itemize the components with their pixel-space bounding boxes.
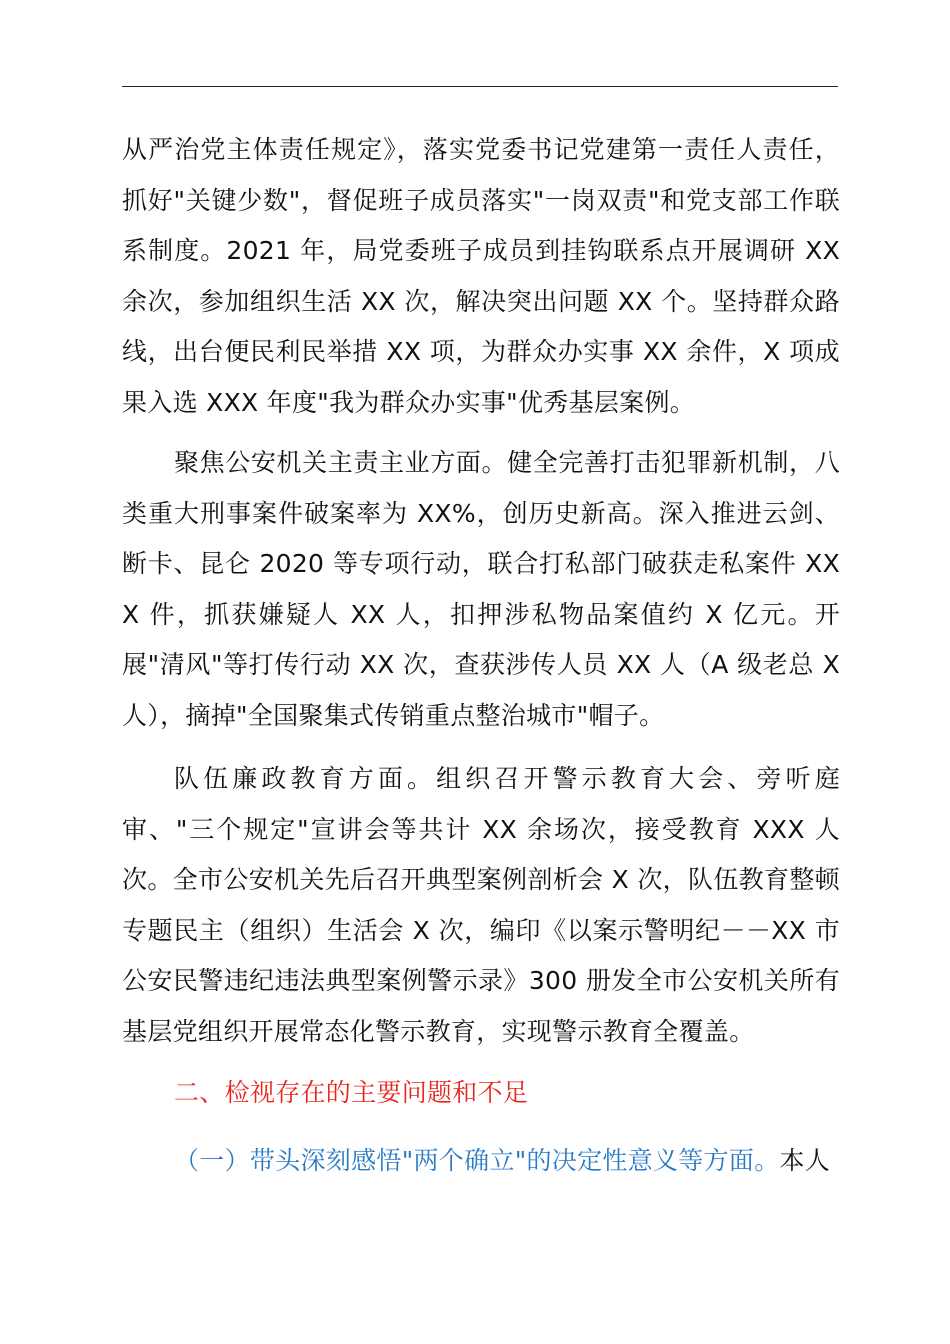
subheading: （一）带头深刻感悟"两个确立"的决定性意义等方面。 [174,1146,780,1175]
section-heading: 二、检视存在的主要问题和不足 [174,1078,529,1107]
subheading-line [174,1136,840,1186]
paragraph-3: 队伍廉政教育方面。组织召开警示教育大会、旁听庭审、"三个规定"宣讲会等共计 XX 余场次，接受教育 XXX 人次。全市公安机关先后召开典型案例剖析会 X 次，队伍教育整顿专题民主（组织）生活会 X 次，编印《以案示警明纪－－XX 市公安民警违纪违法典型案例警示录》300 册发全市公安机关所有基层党组织开展常态化警示教育，实现警示教育全覆盖。 [122,764,840,1046]
subheading-tail: 本人 [779,1146,831,1175]
paragraph-2: 聚焦公安机关主责主业方面。健全完善打击犯罪新机制，八类重大刑事案件破案率为 XX%，创历史新高。深入推进云剑、断卡、昆仑 2020 等专项行动，联合打私部门破获走私案件 XXX 件，抓获嫌疑人 XX 人，扣押涉私物品案值约 X 亿元。开展"清风"等打传行动 XX 次，查获涉传人员 XX 人（A 级老总 X 人），摘掉"全国聚集式传销重点整治城市"帽子。 [122,448,840,730]
header-rule [122,86,838,87]
paragraph-1: 从严治党主体责任规定》，落实党委书记党建第一责任人责任，抓好"关键少数"，督促班子成员落实"一岗双责"和党支部工作联系制度。2021 年，局党委班子成员到挂钩联系点开展调研 XX 余次，参加组织生活 XX 次，解决突出问题 XX 个。坚持群众路线，出台便民利民举措 XX 项，为群众办实事 XX 余件，X 项成果入选 XXX 年度"我为群众办实事"优秀基层案例。 [122,135,840,417]
